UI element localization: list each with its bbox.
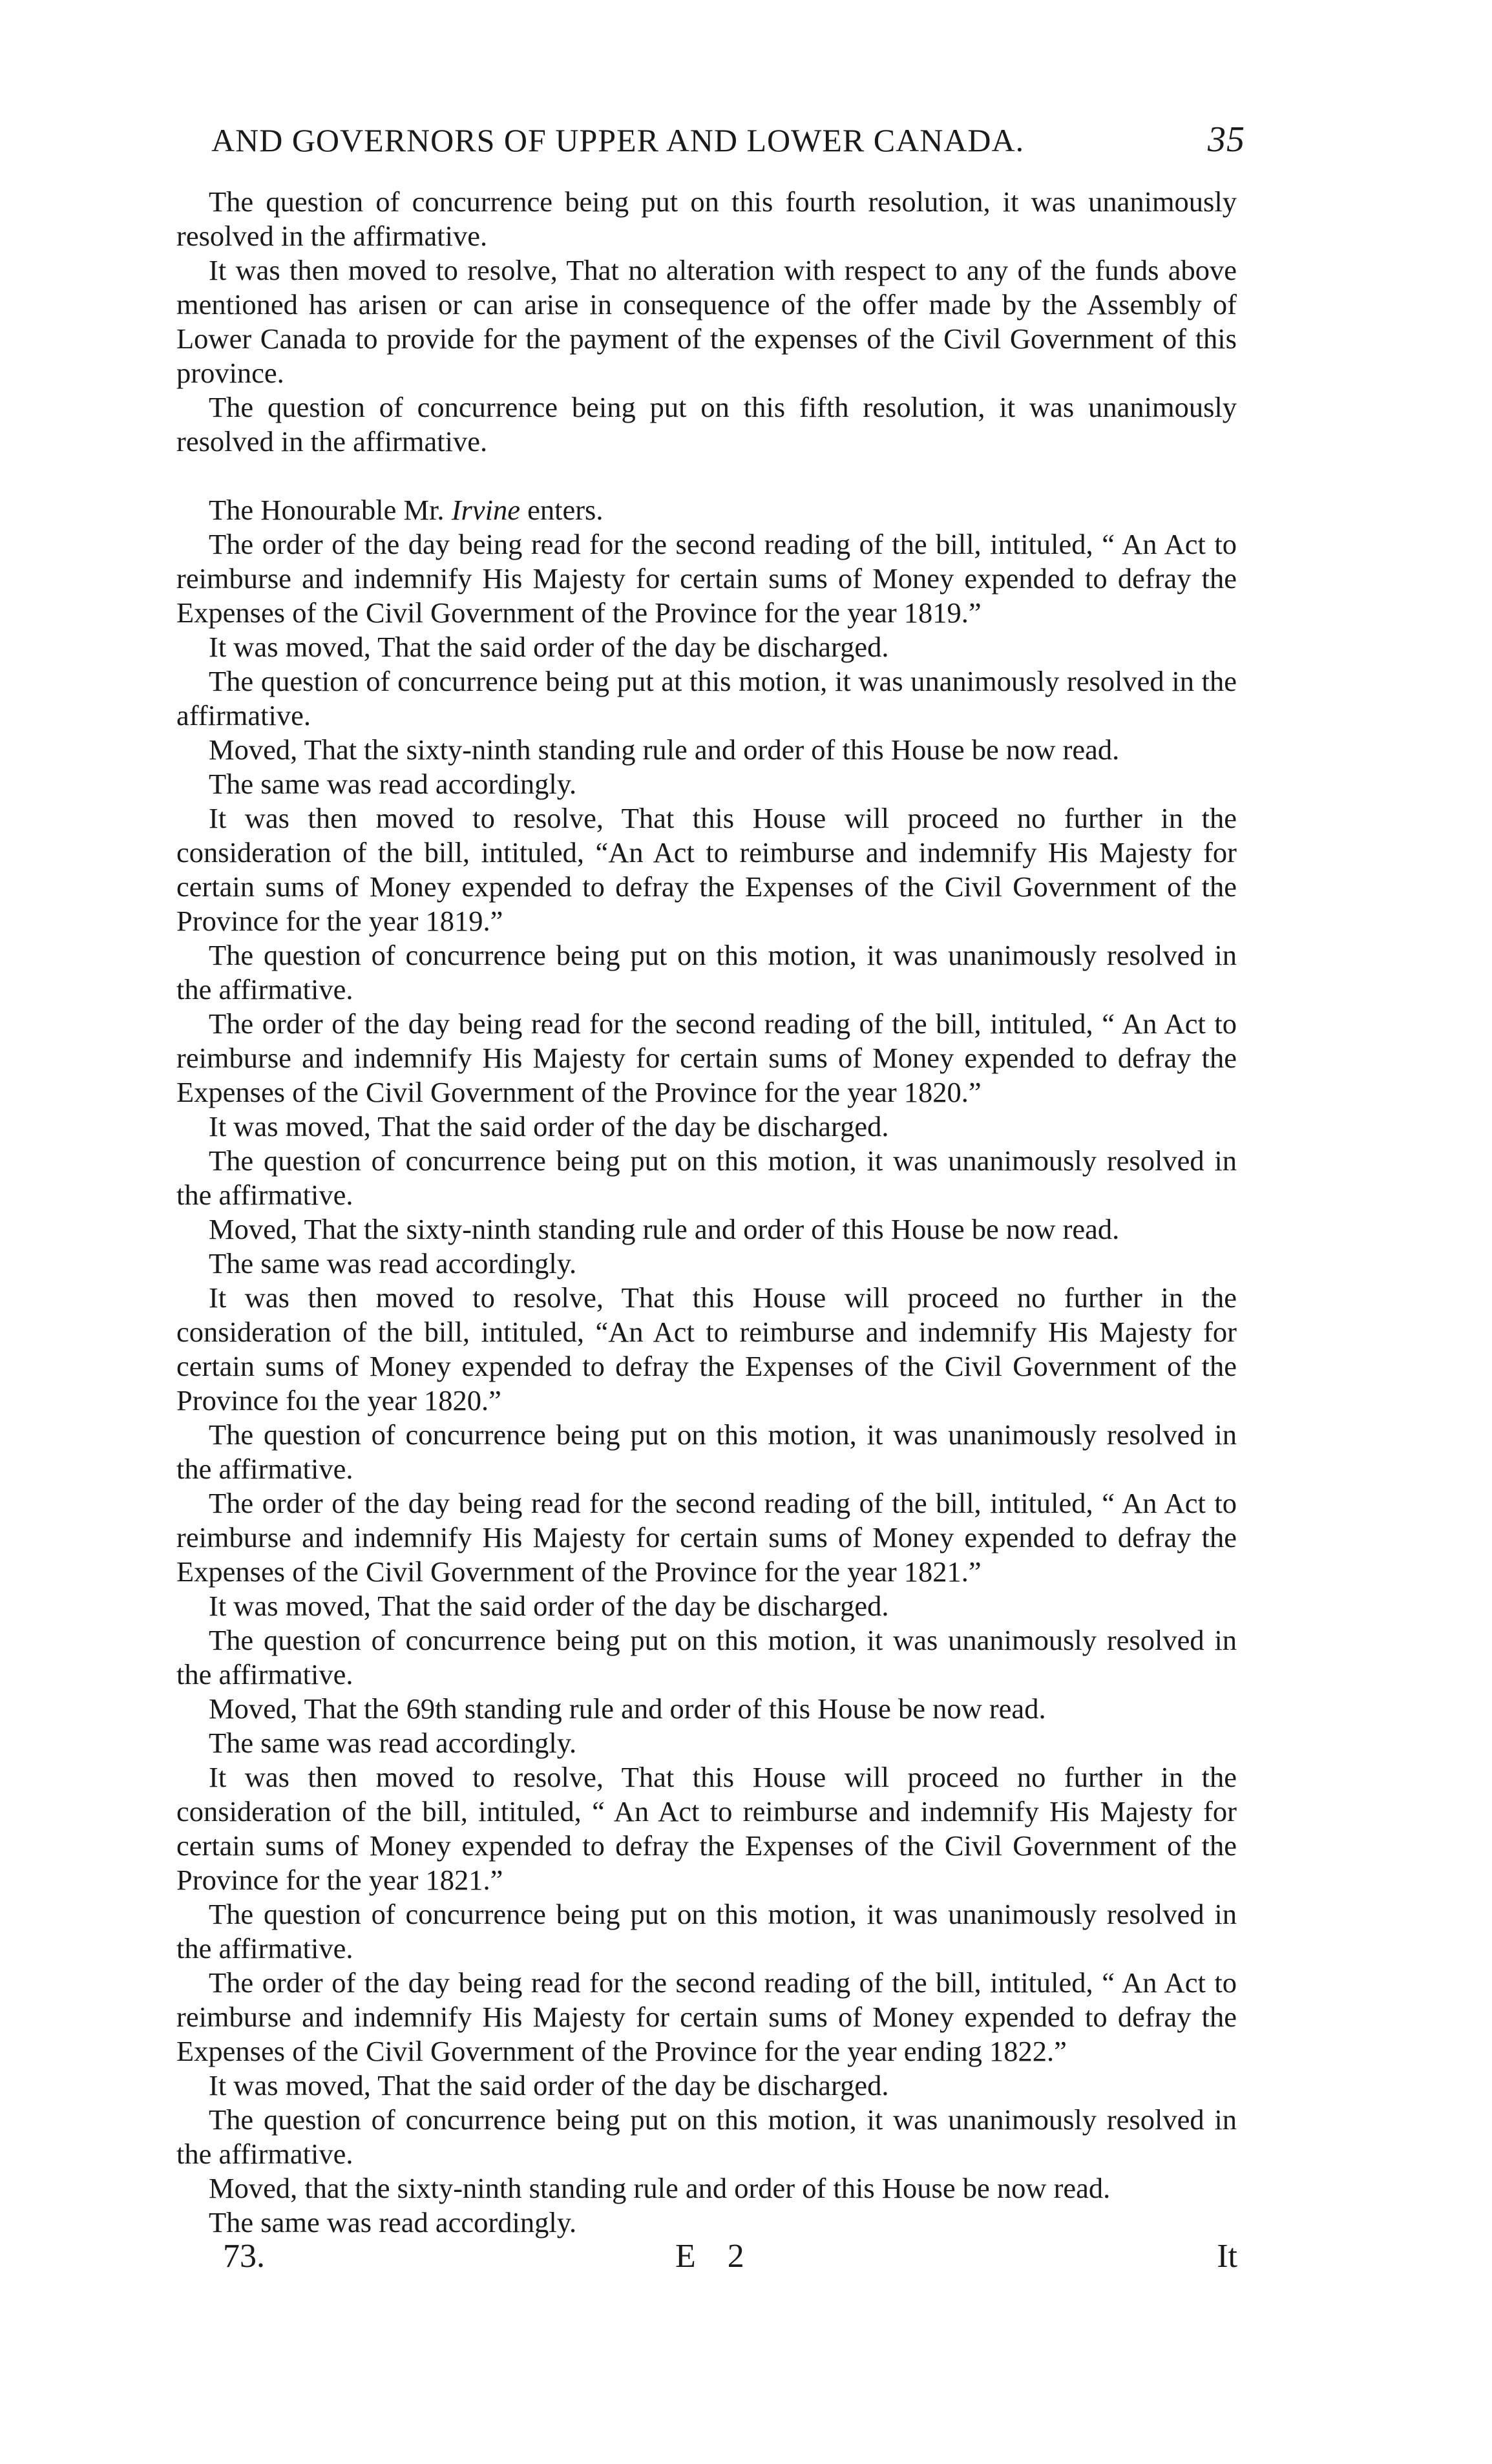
paragraph: Moved, That the sixty-ninth standing rule and order of this House be now read. (209, 733, 1120, 766)
paragraph: Moved, That the sixty-ninth standing rule and order of this House be now read. (209, 1213, 1120, 1245)
paragraph: It was moved, That the said order of the day be discharged. (209, 1590, 889, 1622)
paragraph: It was moved, That the said order of the day be discharged. (209, 1110, 889, 1142)
paragraph: The order of the day being read for the second reading of the bill, intituled, “ An Act to reimburse and indemnify His Majesty for certain sums of Money expended to defray the Expenses of the Civil Government of the Province for the year 1820.” (176, 1007, 1237, 1108)
irvine-enters-line (176, 493, 1237, 527)
irvine-suffix: enters. (520, 494, 604, 526)
page-number: 35 (1208, 120, 1245, 160)
paragraph: Moved, that the sixty-ninth standing rule and order of this House be now read. (209, 2172, 1111, 2204)
paragraph: The order of the day being read for the second reading of the bill, intituled, “ An Act to reimburse and indemnify His Majesty for certain sums of Money expended to defray the Expenses of the Civil Government of the Province for the year ending 1822.” (176, 1966, 1237, 2067)
irvine-prefix: The Honourable Mr. (209, 494, 452, 526)
running-title: AND GOVERNORS OF UPPER AND LOWER CANADA. (211, 122, 1025, 158)
paragraph: It was then moved to resolve, That no alteration with respect to any of the funds above mentioned has arisen or can arise in consequence of the offer made by the Assembly of Lower Canada to provide for the payment of the expenses of the Civil Government of this province. (176, 254, 1237, 389)
paragraph: Moved, That the 69th standing rule and order of this House be now read. (209, 1692, 1046, 1725)
catchword: It (1217, 2238, 1237, 2275)
irvine-name: Irvine (451, 494, 520, 526)
paragraph: The same was read accordingly. (209, 768, 577, 800)
paragraph: The question of concurrence being put on this motion, it was unanimously resolved in the affirmative. (176, 1144, 1237, 1211)
paragraph: The same was read accordingly. (209, 2206, 577, 2238)
paragraph: The same was read accordingly. (209, 1247, 577, 1279)
paragraph: It was moved, That the said order of the day be discharged. (209, 631, 889, 663)
signature-mark: E 2 (675, 2238, 756, 2275)
paragraph: It was moved, That the said order of the day be discharged. (209, 2069, 889, 2101)
paragraph: The question of concurrence being put on this motion, it was unanimously resolved in the affirmative. (176, 2103, 1237, 2170)
paragraph: The question of concurrence being put on this motion, it was unanimously resolved in the affirmative. (176, 1898, 1237, 1964)
paragraph: The question of concurrence being put at this motion, it was unanimously resolved in the affirmative. (176, 665, 1237, 732)
page-body (176, 185, 1237, 2240)
paragraph: The question of concurrence being put on this motion, it was unanimously resolved in the affirmative. (176, 1624, 1237, 1690)
paragraph: The same was read accordingly. (209, 1727, 577, 1759)
paragraph: The question of concurrence being put on this motion, it was unanimously resolved in the affirmative. (176, 939, 1237, 1006)
paragraph: It was then moved to resolve, That this House will proceed no further in the consideration of the bill, intituled, “ An Act to reimburse and indemnify His Majesty for certain sums of Money expended to defray the Expenses of the Civil Government of the Province for the year 1821.” (176, 1761, 1237, 1896)
paragraph: The order of the day being read for the second reading of the bill, intituled, “ An Act to reimburse and indemnify His Majesty for certain sums of Money expended to defray the Expenses of the Civil Government of the Province for the year 1819.” (176, 528, 1237, 629)
paragraph: The order of the day being read for the second reading of the bill, intituled, “ An Act to reimburse and indemnify His Majesty for certain sums of Money expended to defray the Expenses of the Civil Government of the Province for the year 1821.” (176, 1487, 1237, 1588)
signature-number: 73. (223, 2238, 265, 2275)
paragraph: The question of concurrence being put on this fifth resolution, it was unanimously resolved in the affirmative. (176, 391, 1237, 458)
paragraph: It was then moved to resolve, That this House will proceed no further in the consideration of the bill, intituled, “An Act to reimburse and indemnify His Majesty for certain sums of Money expended to defray the Expenses of the Civil Government of the Province for the year 1819.” (176, 802, 1237, 937)
paragraph: It was then moved to resolve, That this House will proceed no further in the consideration of the bill, intituled, “An Act to reimburse and indemnify His Majesty for certain sums of Money expended to defray the Expenses of the Civil Government of the Province foı the year 1820.” (176, 1281, 1237, 1416)
paragraph: The question of concurrence being put on this fourth resolution, it was unanimously resolved in the affirmative. (176, 185, 1237, 252)
paragraph: The question of concurrence being put on this motion, it was unanimously resolved in the affirmative. (176, 1418, 1237, 1485)
